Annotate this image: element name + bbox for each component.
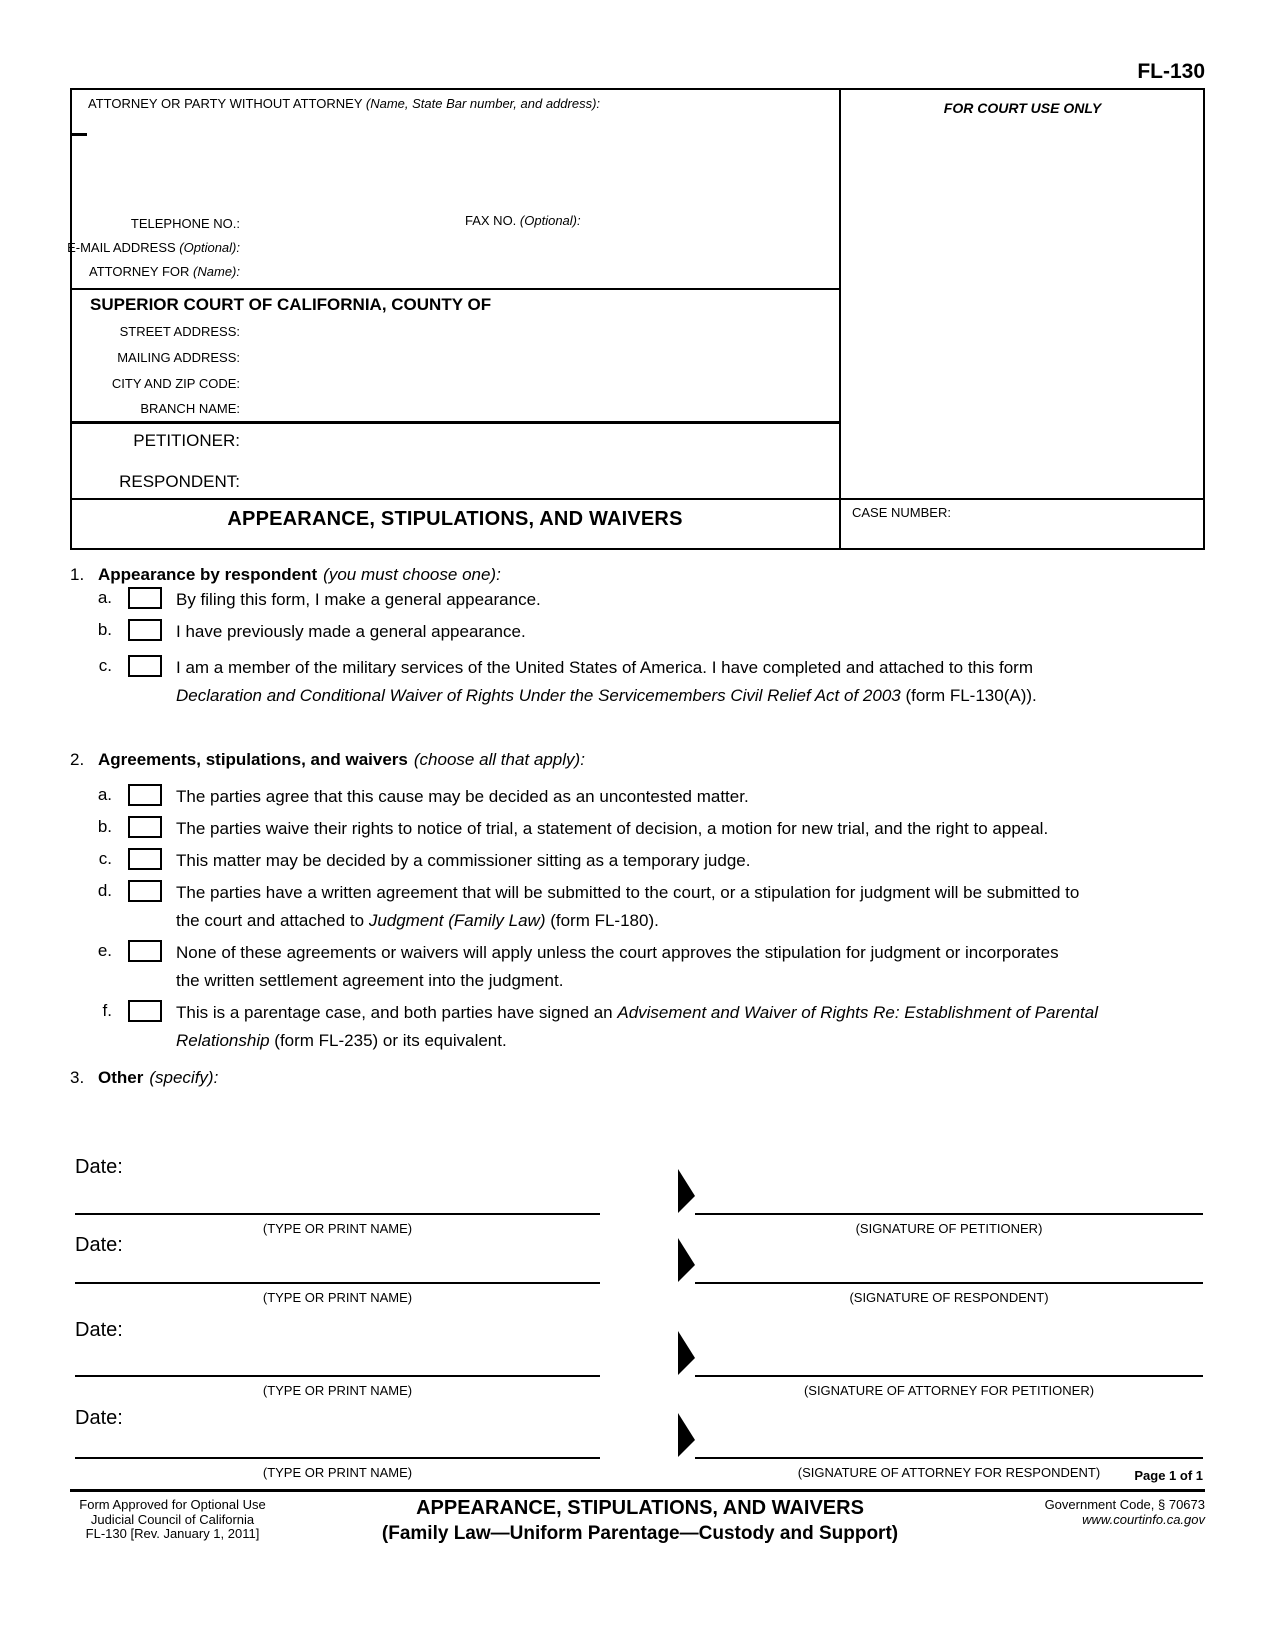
caption-box-divider (839, 88, 841, 550)
choice-item-2b (70, 815, 1161, 843)
respondent-field[interactable] (245, 470, 830, 494)
section-divider (70, 498, 1205, 500)
item-letter: b. (97, 817, 112, 836)
section-number: 3. (70, 1068, 85, 1087)
signature-caption: (SIGNATURE OF ATTORNEY FOR PETITIONER) (803, 1383, 1095, 1398)
choice-item-2d (70, 879, 1161, 935)
choice-item-2e (70, 939, 1161, 995)
item-text: By filing this form, I make a general appearance. (176, 590, 541, 609)
item-letter: f. (102, 1001, 112, 1020)
petitioner-field[interactable] (245, 429, 830, 453)
page-number: Page 1 of 1 (1134, 1468, 1203, 1483)
fax-field[interactable] (580, 210, 830, 230)
date-field-1[interactable] (140, 1155, 440, 1179)
item-text: I am a member of the military services of the United States of America. I have completed and attached to this form Declaration and Conditional Waiver of Rights Under the Servicemembers Civil Relief Act of 2003 (form FL-130(A)). (176, 658, 1037, 705)
date-field-4[interactable] (140, 1406, 440, 1430)
footer-approval-block (65, 1498, 280, 1542)
signature-caption: (SIGNATURE OF RESPONDENT) (849, 1290, 1049, 1305)
section-paren: (choose all that apply): (413, 750, 585, 769)
date-label: Date: (75, 1319, 123, 1341)
item-text: None of these agreements or waivers will apply unless the court approves the stipulation for judgment or incorporates the written settlement agreement into the judgment. (176, 943, 1059, 990)
item-text: The parties agree that this cause may be decided as an uncontested matter. (176, 787, 749, 806)
checkbox-1a[interactable] (128, 587, 162, 609)
checkbox-2e[interactable] (128, 940, 162, 962)
item-letter: a. (97, 588, 112, 607)
street-address-field[interactable] (245, 321, 830, 341)
choice-item-1b (70, 618, 1161, 646)
section-divider (70, 421, 840, 424)
type-or-print-name-line[interactable] (75, 1457, 600, 1459)
item-letter: d. (97, 881, 112, 900)
item-letter: c. (98, 849, 112, 868)
other-specify-field[interactable] (95, 1092, 1195, 1147)
fax-label: FAX NO. (Optional): (465, 213, 581, 228)
mailing-address-field[interactable] (245, 347, 830, 367)
item-text: I have previously made a general appearance. (176, 622, 526, 641)
type-or-print-name-caption: (TYPE OR PRINT NAME) (262, 1465, 413, 1480)
section-title: Other (98, 1068, 144, 1087)
signature-line[interactable] (695, 1457, 1203, 1459)
signature-arrow-icon (678, 1238, 695, 1282)
branch-name-label: BRANCH NAME: (140, 401, 240, 416)
petitioner-label: PETITIONER: (133, 431, 240, 450)
attorney-label: ATTORNEY OR PARTY WITHOUT ATTORNEY (Name, State Bar number, and address): (88, 96, 601, 111)
city-zip-label: CITY AND ZIP CODE: (111, 376, 240, 391)
footer-reference-block (980, 1498, 1205, 1527)
signature-arrow-icon (678, 1331, 695, 1375)
mailing-address-label: MAILING ADDRESS: (117, 350, 240, 365)
signature-line[interactable] (695, 1282, 1203, 1284)
footer-rule (70, 1489, 1205, 1492)
attorney-info-field[interactable] (75, 115, 830, 205)
date-field-2[interactable] (140, 1233, 440, 1257)
footer-gov-code: Government Code, § 70673 (1044, 1497, 1205, 1512)
section-number: 2. (70, 750, 85, 769)
section-paren: (specify): (149, 1068, 219, 1087)
type-or-print-name-line[interactable] (75, 1282, 600, 1284)
signature-caption: (SIGNATURE OF ATTORNEY FOR RESPONDENT) (797, 1465, 1101, 1480)
type-or-print-name-caption: (TYPE OR PRINT NAME) (262, 1221, 413, 1236)
section-2-heading (70, 749, 585, 771)
choice-item-1a (70, 586, 1161, 614)
section-divider (70, 288, 840, 290)
choice-item-2f (70, 999, 1161, 1055)
city-zip-field[interactable] (245, 373, 830, 393)
telephone-field[interactable] (245, 213, 455, 233)
form-number: FL-130 (1137, 60, 1205, 83)
type-or-print-name-line[interactable] (75, 1213, 600, 1215)
checkbox-2d[interactable] (128, 880, 162, 902)
street-address-label: STREET ADDRESS: (119, 324, 240, 339)
type-or-print-name-caption: (TYPE OR PRINT NAME) (262, 1290, 413, 1305)
item-letter: b. (97, 620, 112, 639)
checkbox-1c[interactable] (128, 655, 162, 677)
choice-item-2c (70, 847, 1161, 875)
checkbox-2a[interactable] (128, 784, 162, 806)
signature-line[interactable] (695, 1213, 1203, 1215)
section-1-heading (70, 564, 501, 586)
date-label: Date: (75, 1234, 123, 1256)
checkbox-2f[interactable] (128, 1000, 162, 1022)
case-number-field[interactable] (852, 522, 1197, 546)
form-title: APPEARANCE, STIPULATIONS, AND WAIVERS (227, 508, 683, 530)
signature-caption: (SIGNATURE OF PETITIONER) (855, 1221, 1043, 1236)
attorney-for-label: ATTORNEY FOR (Name): (89, 264, 240, 279)
item-text: This matter may be decided by a commissioner sitting as a temporary judge. (176, 851, 751, 870)
checkbox-2b[interactable] (128, 816, 162, 838)
county-field[interactable] (555, 295, 835, 315)
attorney-for-field[interactable] (245, 261, 830, 281)
court-name: SUPERIOR COURT OF CALIFORNIA, COUNTY OF (90, 295, 492, 314)
type-or-print-name-line[interactable] (75, 1375, 600, 1377)
date-field-3[interactable] (140, 1318, 440, 1342)
section-paren: (you must choose one): (323, 565, 501, 584)
item-text: The parties have a written agreement that will be submitted to the court, or a stipulation for judgment will be submitted to the court and attached to Judgment (Family Law) (form FL-180). (176, 883, 1080, 930)
email-label: E-MAIL ADDRESS (Optional): (67, 240, 240, 255)
checkbox-1b[interactable] (128, 619, 162, 641)
footer-approval-line: Judicial Council of California (90, 1511, 255, 1527)
item-letter: c. (98, 656, 112, 675)
section-title: Agreements, stipulations, and waivers (98, 750, 408, 769)
type-or-print-name-caption: (TYPE OR PRINT NAME) (262, 1383, 413, 1398)
footer-approval-line: FL-130 [Rev. January 1, 2011] (85, 1526, 260, 1541)
item-letter: a. (97, 785, 112, 804)
item-letter: e. (97, 941, 112, 960)
for-court-use-label: FOR COURT USE ONLY (943, 100, 1102, 116)
choice-item-2a (70, 783, 1161, 811)
footer-website-link[interactable]: www.courtinfo.ca.gov (1082, 1511, 1205, 1527)
section-number: 1. (70, 565, 85, 584)
date-label: Date: (75, 1156, 123, 1178)
date-label: Date: (75, 1407, 123, 1429)
telephone-label: TELEPHONE NO.: (130, 216, 240, 231)
respondent-label: RESPONDENT: (119, 472, 240, 491)
branch-name-field[interactable] (245, 398, 830, 418)
footer-title-block (300, 1497, 980, 1545)
email-field[interactable] (245, 237, 830, 257)
signature-arrow-icon (678, 1413, 695, 1457)
footer-form-subtitle: (Family Law—Uniform Parentage—Custody and Support) (381, 1523, 899, 1544)
item-text: This is a parentage case, and both parties have signed an Advisement and Waiver of Rights Re: Establishment of Parental Relationship (form FL-235) or its equivalent. (176, 1003, 1098, 1050)
item-text: The parties waive their rights to notice of trial, a statement of decision, a motion for new trial, and the right to appeal. (176, 819, 1049, 838)
signature-arrow-icon (678, 1169, 695, 1213)
case-number-label: CASE NUMBER: (852, 505, 951, 520)
section-3-heading (70, 1067, 218, 1089)
footer-form-title: APPEARANCE, STIPULATIONS, AND WAIVERS (416, 1497, 864, 1519)
checkbox-2c[interactable] (128, 848, 162, 870)
footer-approval-line: Form Approved for Optional Use (79, 1497, 266, 1512)
court-use-area (843, 122, 1201, 494)
choice-item-1c (70, 654, 1161, 710)
section-title: Appearance by respondent (98, 565, 318, 584)
signature-line[interactable] (695, 1375, 1203, 1377)
